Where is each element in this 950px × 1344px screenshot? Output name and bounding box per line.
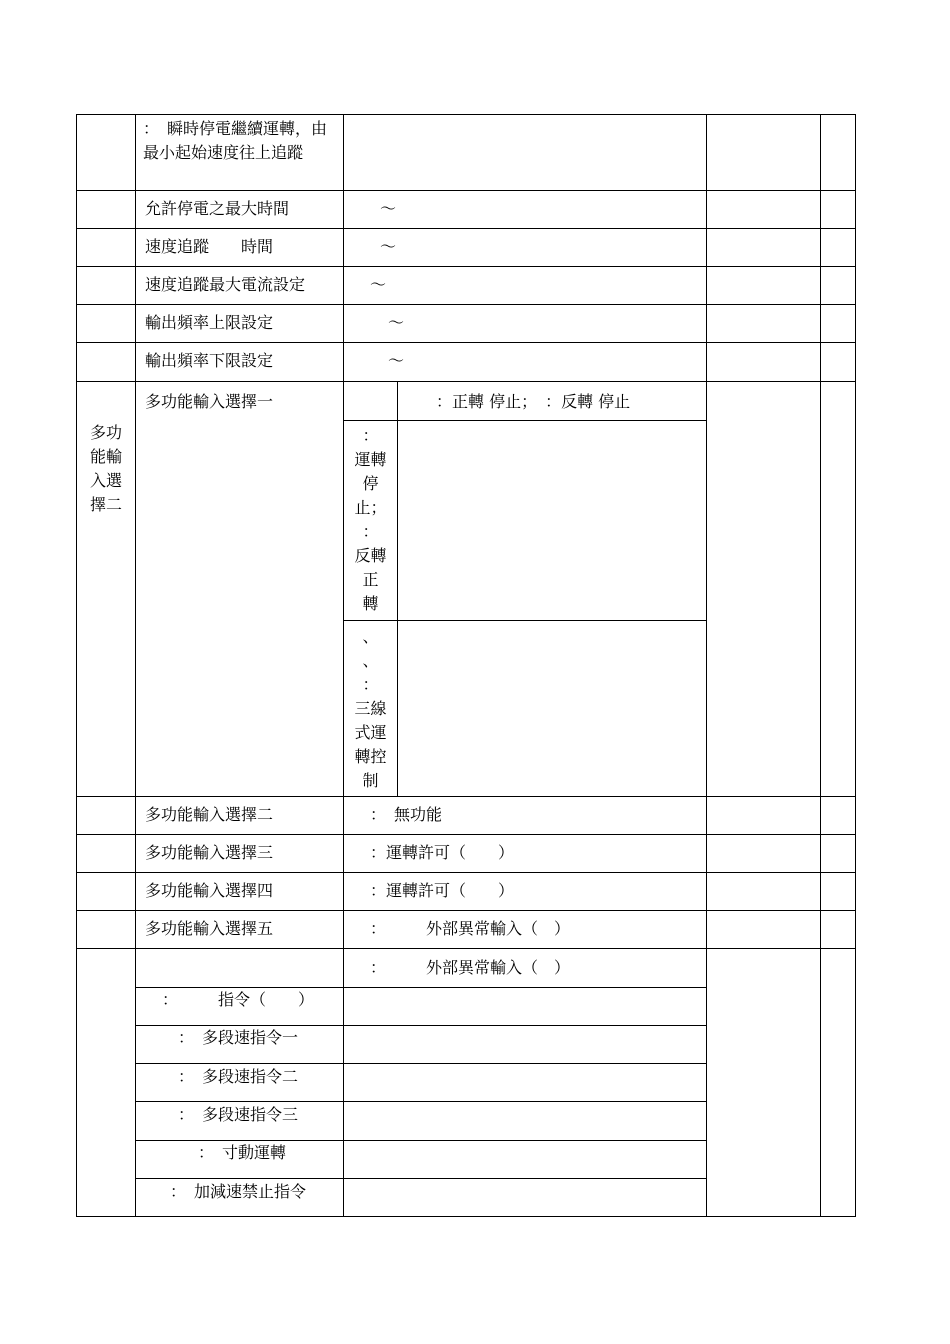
row-freq-lower-label: 輸出頻率下限設定: [145, 351, 274, 370]
mfi4-value: ：運轉許可（ ）: [370, 881, 515, 900]
last-item: ： 多段速指令一: [178, 1028, 299, 1047]
row-freq-upper-range: ～: [388, 313, 405, 332]
table-rule: [76, 304, 856, 305]
last-item: ： 多段速指令三: [178, 1105, 299, 1124]
table-rule: [76, 910, 856, 911]
last-ext-value: ： 外部異常輸入（ ）: [370, 958, 571, 977]
mfi3-label: 多功能輸入選擇三: [145, 843, 274, 862]
table-rule: [76, 342, 856, 343]
mfi4-label: 多功能輸入選擇四: [145, 881, 274, 900]
table-rule: [76, 834, 856, 835]
table-rule: [76, 1216, 856, 1217]
table-rule: [76, 228, 856, 229]
row-speed-time-range: ～: [380, 237, 397, 256]
row-speed-current-label: 速度追蹤最大電流設定: [145, 275, 306, 294]
table-rule: [135, 1063, 707, 1064]
table-rule: [76, 872, 856, 873]
mfi1-option-run-stop: ： 運轉 停 止； ： 反轉 正 轉: [354, 426, 387, 613]
mfi3-value: ：運轉許可（ ）: [370, 843, 515, 862]
mfi2-value: ： 無功能: [370, 805, 443, 824]
table-rule: [135, 1178, 707, 1179]
row-speed-time-label: 速度追蹤 時間: [145, 237, 274, 256]
row-first-text: ： 瞬時停電繼續運轉，由最小起始速度往上追蹤: [143, 119, 328, 162]
row-freq-lower-range: ～: [388, 351, 405, 370]
table-rule: [76, 114, 856, 115]
row-freq-upper-label: 輸出頻率上限設定: [145, 313, 274, 332]
mfi2-label: 多功能輸入選擇二: [145, 805, 274, 824]
table-rule: [76, 190, 856, 191]
last-item: ： 指令（ ）: [162, 990, 315, 1009]
row-max-time-label: 允許停電之最大時間: [145, 199, 290, 218]
table-rule: [135, 114, 136, 1217]
mfi1-label: 多功能輸入選擇一: [145, 392, 274, 411]
mfi-side-label: 多功 能輸 入選 擇二: [89, 423, 122, 514]
last-item: ： 加減速禁止指令: [170, 1182, 307, 1201]
table-rule: [76, 948, 856, 949]
table-rule: [820, 114, 821, 1217]
mfi1-option-three-wire: 、 、 ： 三線 式運 轉控 制: [354, 627, 387, 790]
table-rule: [855, 114, 856, 1217]
table-rule: [135, 1101, 707, 1102]
mfi1-option-forward-reverse: ：正轉 停止； ：反轉 停止: [436, 392, 631, 411]
table-rule: [76, 114, 77, 1217]
mfi5-value: ： 外部異常輸入（ ）: [370, 919, 571, 938]
last-item: ： 多段速指令二: [178, 1067, 299, 1086]
table-rule: [76, 266, 856, 267]
table-rule: [76, 381, 856, 382]
row-max-time-range: ～: [380, 199, 397, 218]
mfi5-label: 多功能輸入選擇五: [145, 919, 274, 938]
table-rule: [706, 114, 707, 1217]
row-speed-current-range: ～: [370, 275, 387, 294]
table-rule: [76, 796, 856, 797]
table-rule: [397, 381, 398, 796]
last-item: ： 寸動運轉: [198, 1143, 287, 1162]
